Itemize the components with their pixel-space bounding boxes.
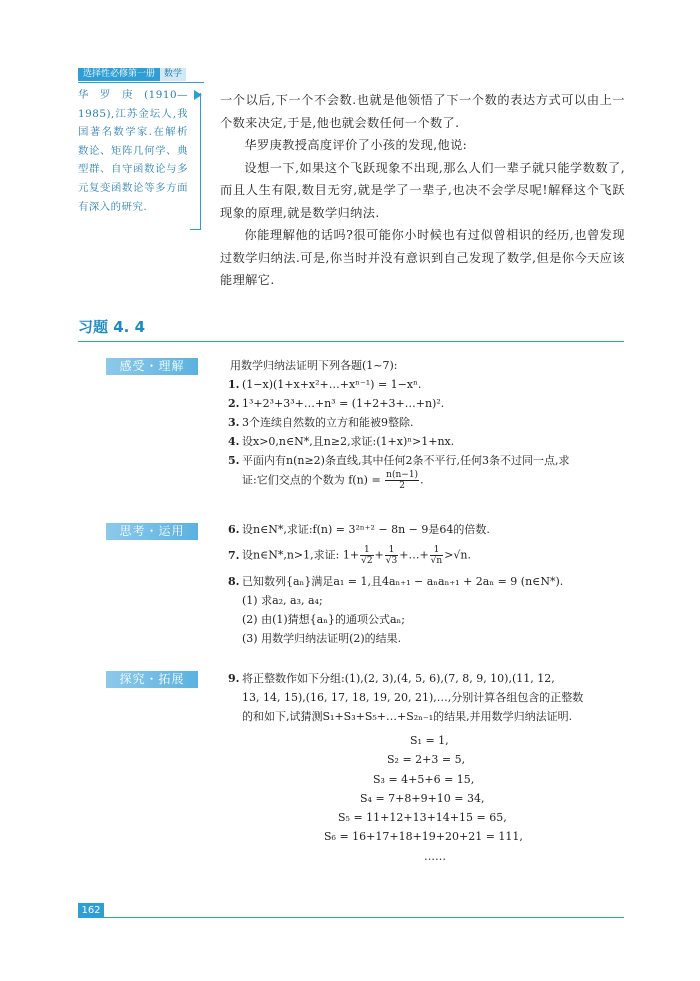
sum-line: S₆ = 16+17+18+19+20+21 = 111, [324, 830, 523, 844]
exercise-8-3: (3) 用数学归纳法证明(2)的结果. [242, 632, 402, 645]
sum-line: S₅ = 11+12+13+14+15 = 65, [338, 811, 507, 825]
book-header [78, 68, 186, 81]
category-label-2: 思考・运用 [106, 523, 198, 540]
exercise-7: 7. 设n∈N*,n>1,求证: 1+ $\frac{1}{√2}$ + $\frac{1}{√3}$ +…+ $\frac{1}{√n}$ >√n. [228, 545, 472, 566]
exercise-2: 2. 1³+2³+3³+…+n³ = (1+2+3+…+n)². [228, 397, 445, 410]
paragraph-3: 设想一下,如果这个飞跃现象不出现,那么人们一辈子就只能学数数了,而且人生有限,数目无穷,就是学了一辈子,也决不会学尽呢!解释这个飞跃现象的原理,就是数学归纳法. [220, 160, 625, 220]
footer-divider [104, 917, 624, 918]
paragraph-4: 你能理解他的话吗?很可能你小时候也有过似曾相识的经历,也曾发现过数学归纳法.可是,你当时并没有意识到自己发现了数学,但是你今天应该能理解它. [220, 228, 625, 287]
exercise-6: 6. 设n∈N*,求证:f(n) = 3²ⁿ⁺² − 8n − 9是64的倍数. [228, 523, 490, 536]
paragraph-1: 一个以后,下一个不会数.也就是他领悟了下一个数的表达方式可以由上一个数来决定,于是,他也就会数任何一个数了. [220, 93, 625, 130]
exercise-8-1: (1) 求a₂, a₃, a₄; [242, 594, 323, 607]
sum-line: S₄ = 7+8+9+10 = 34, [360, 791, 485, 805]
category-label-3: 探究・拓展 [106, 671, 198, 688]
sidenote-text: 华罗庚(1910—1985),江苏金坛人,我国著名数学家.在解析数论、矩阵几何学、典型群、自守函数论与多元复变函数论等多方面有深入的研究. [78, 89, 188, 213]
sum-line: S₂ = 2+3 = 5, [387, 753, 466, 767]
paragraph-2: 华罗庚教授高度评价了小孩的发现,他说: [244, 138, 468, 152]
exercise-9-line-3: 的和如下,试猜测S₁+S₃+S₅+…+S₂ₙ₋₁的结果,并用数学归纳法证明. [242, 710, 573, 723]
subject-label: 数学 [160, 68, 186, 81]
exercise-intro: 用数学归纳法证明下列各题(1~7): [230, 359, 398, 372]
exercise-5: 5. 平面内有n(n≥2)条直线,其中任何2条不平行,任何3条不过同一点,求 [228, 454, 570, 467]
main-text [220, 89, 625, 292]
sum-line: S₁ = 1, [410, 734, 449, 747]
exercise-group-3 [228, 669, 628, 726]
exercise-1: 1. (1−x)(1+x+x²+…+xⁿ⁻¹) = 1−xⁿ. [228, 378, 422, 391]
exercise-9: 9. 将正整数作如下分组:(1),(2, 3),(4, 5, 6),(7, 8, 9, 10),(11, 12, [228, 672, 555, 685]
sidenote-arrow-icon [194, 90, 202, 100]
book-title: 选择性必修第一册 [78, 68, 160, 81]
exercise-9-line-2: 13, 14, 15),(16, 17, 18, 19, 20, 21),…,分别计算各组包含的正整数 [242, 691, 584, 704]
sums-list [300, 731, 600, 866]
exercise-8-2: (2) 由(1)猜想{aₙ}的通项公式aₙ; [242, 613, 405, 626]
category-label-1: 感受・理解 [106, 358, 198, 375]
sum-line: S₃ = 4+5+6 = 15, [373, 772, 475, 786]
exercise-8: 8. 已知数列{aₙ}满足a₁ = 1,且4aₙ₊₁ − aₙaₙ₊₁ + 2aₙ = 9 (n∈N*). [228, 575, 564, 588]
section-divider [78, 341, 624, 342]
page-number: 162 [78, 903, 104, 918]
exercise-group-2 [228, 520, 628, 648]
sidenote-bracket [190, 93, 201, 230]
exercise-5-cont: 证:它们交点的个数为 f(n) = $\frac{n(n-1)}{2}$ . [242, 470, 424, 491]
exercise-group-1 [228, 356, 628, 491]
sum-ellipsis: …… [424, 849, 446, 863]
header-divider [78, 82, 204, 83]
fraction: $\frac{n(n-1)}{2}$ [386, 470, 419, 491]
exercise-4: 4. 设x>0,n∈N*,且n≥2,求证:(1+x)ⁿ>1+nx. [228, 435, 455, 448]
section-title: 习题 4. 4 [78, 318, 146, 336]
exercise-3: 3. 3个连续自然数的立方和能被9整除. [228, 416, 414, 429]
